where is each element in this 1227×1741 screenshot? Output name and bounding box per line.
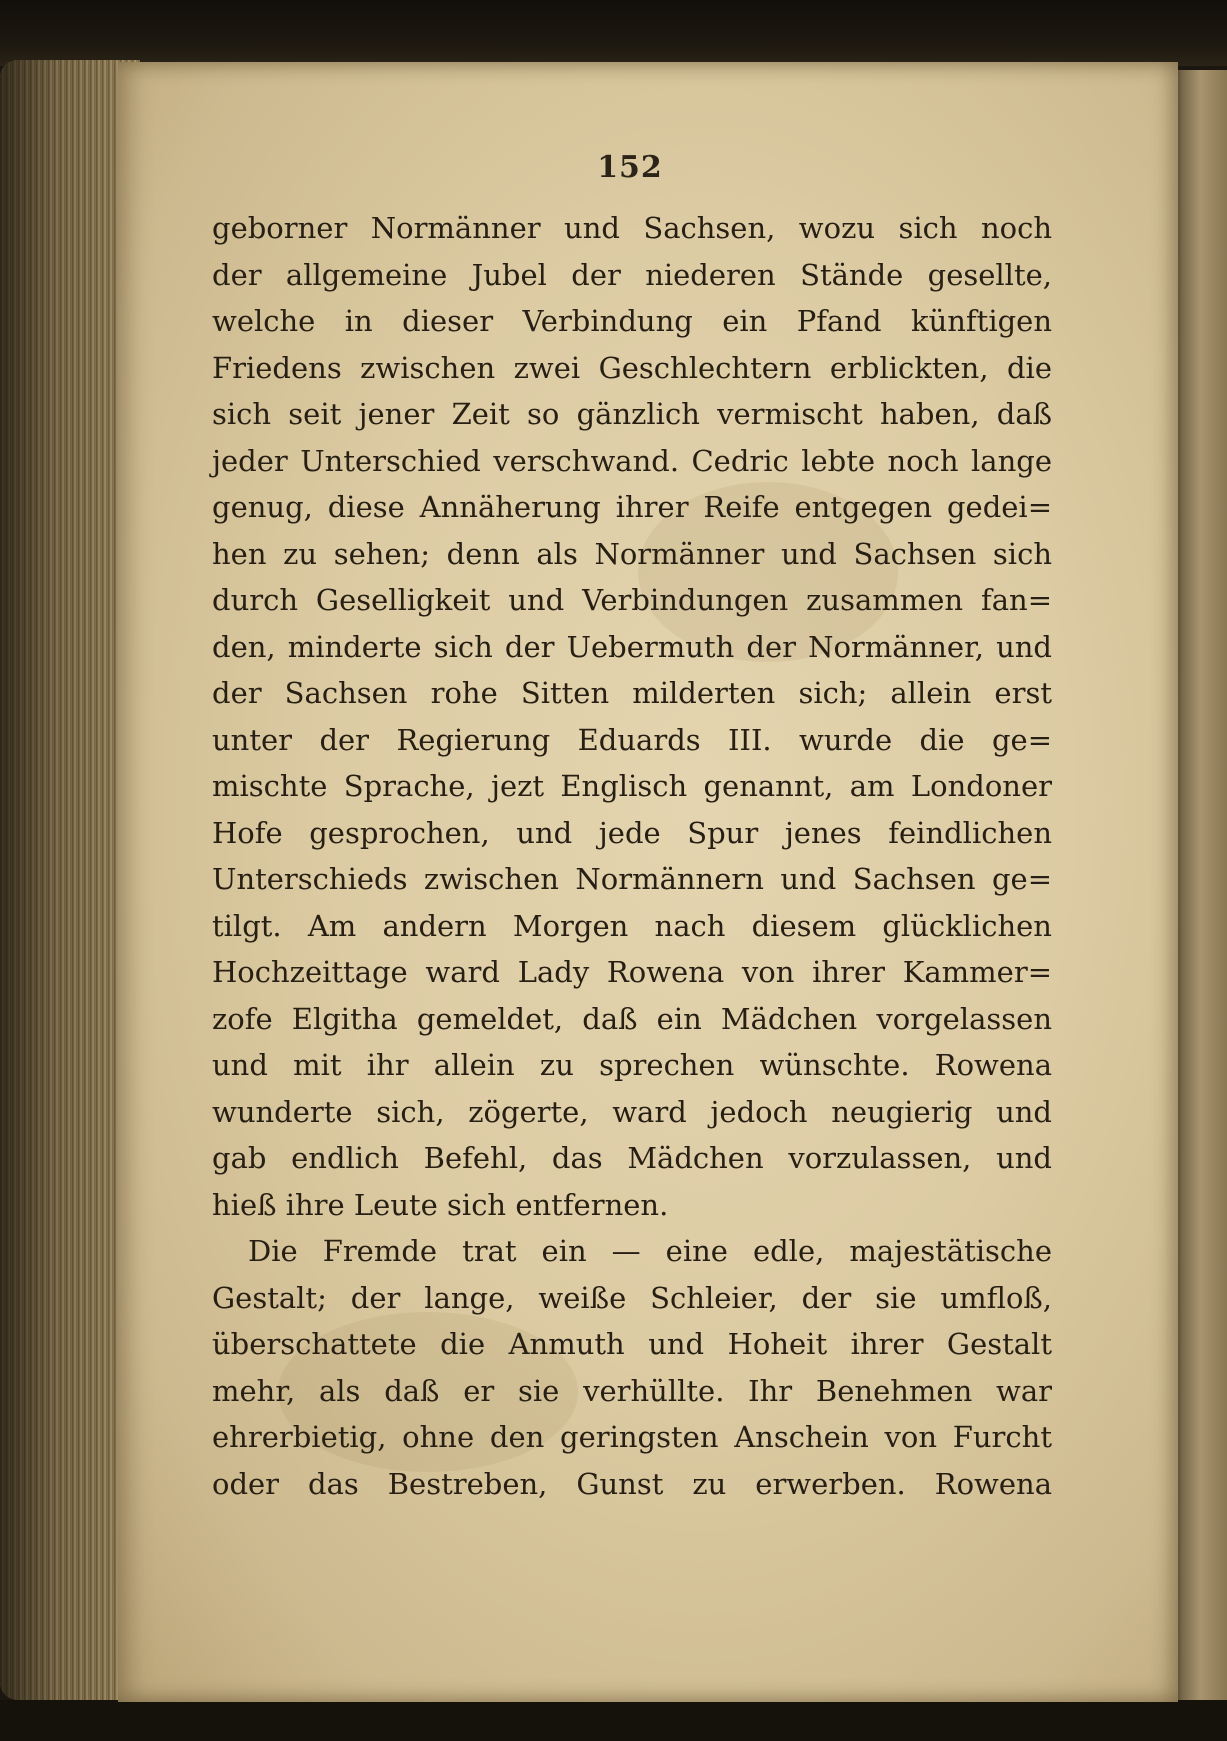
text-line: und mit ihr allein zu sprechen wünschte. Rowena (212, 1048, 1052, 1082)
text-line: ehrerbietig, ohne den geringsten Anschein von Furcht (212, 1420, 1052, 1454)
text-line: Unterschieds zwischen Normännern und Sachsen ge= (212, 862, 1052, 896)
text-line: geborner Normänner und Sachsen, wozu sich noch (212, 211, 1052, 245)
scan-background-bottom (0, 1700, 1227, 1741)
text-line: tilgt. Am andern Morgen nach diesem glücklichen (212, 908, 1052, 943)
text-line: hieß ihre Leute sich entfernen. (212, 1187, 669, 1222)
text-line: Die Fremde trat ein — eine edle, majestätische (248, 1234, 1052, 1268)
text-line: jeder Unterschied verschwand. Cedric lebte noch lange (212, 443, 1052, 478)
text-line: zofe Elgitha gemeldet, daß ein Mädchen vorgelassen (212, 1001, 1052, 1036)
text-line: unter der Regierung Eduards III. wurde die ge= (212, 722, 1052, 757)
text-line: Friedens zwischen zwei Geschlechtern erblickten, die (212, 350, 1052, 385)
text-line: mischte Sprache, jezt Englisch genannt, am Londoner (212, 769, 1052, 803)
text-line: wunderte sich, zögerte, ward jedoch neugierig und (212, 1094, 1052, 1129)
body-text (212, 205, 1052, 1507)
text-line: gab endlich Befehl, das Mädchen vorzulassen, und (212, 1141, 1052, 1175)
text-line: den, minderte sich der Uebermuth der Normänner, und (212, 629, 1052, 664)
text-line: Hofe gesprochen, und jede Spur jenes feindlichen (212, 815, 1052, 850)
text-line: der allgemeine Jubel der niederen Stände gesellte, (212, 257, 1052, 292)
text-line: überschattete die Anmuth und Hoheit ihrer Gestalt (212, 1327, 1052, 1361)
text-line: durch Geselligkeit und Verbindungen zusammen fan= (212, 583, 1052, 617)
text-line: hen zu sehen; denn als Normänner und Sachsen sich (212, 536, 1052, 571)
text-line: Hochzeittage ward Lady Rowena von ihrer Kammer= (212, 955, 1052, 989)
page-number: 152 (597, 150, 663, 185)
text-line: oder das Bestreben, Gunst zu erwerben. Rowena (212, 1466, 1052, 1501)
text-line: der Sachsen rohe Sitten milderten sich; allein erst (212, 676, 1052, 710)
scan-background-top (0, 0, 1227, 66)
text-line: Gestalt; der lange, weiße Schleier, der sie umfloß, (212, 1280, 1052, 1315)
text-line: mehr, als daß er sie verhüllte. Ihr Benehmen war (212, 1373, 1052, 1408)
text-line: sich seit jener Zeit so gänzlich vermischt haben, daß (212, 397, 1052, 431)
text-line: genug, diese Annäherung ihrer Reife entgegen gedei= (212, 490, 1052, 524)
text-line: welche in dieser Verbindung ein Pfand künftigen (212, 304, 1052, 338)
